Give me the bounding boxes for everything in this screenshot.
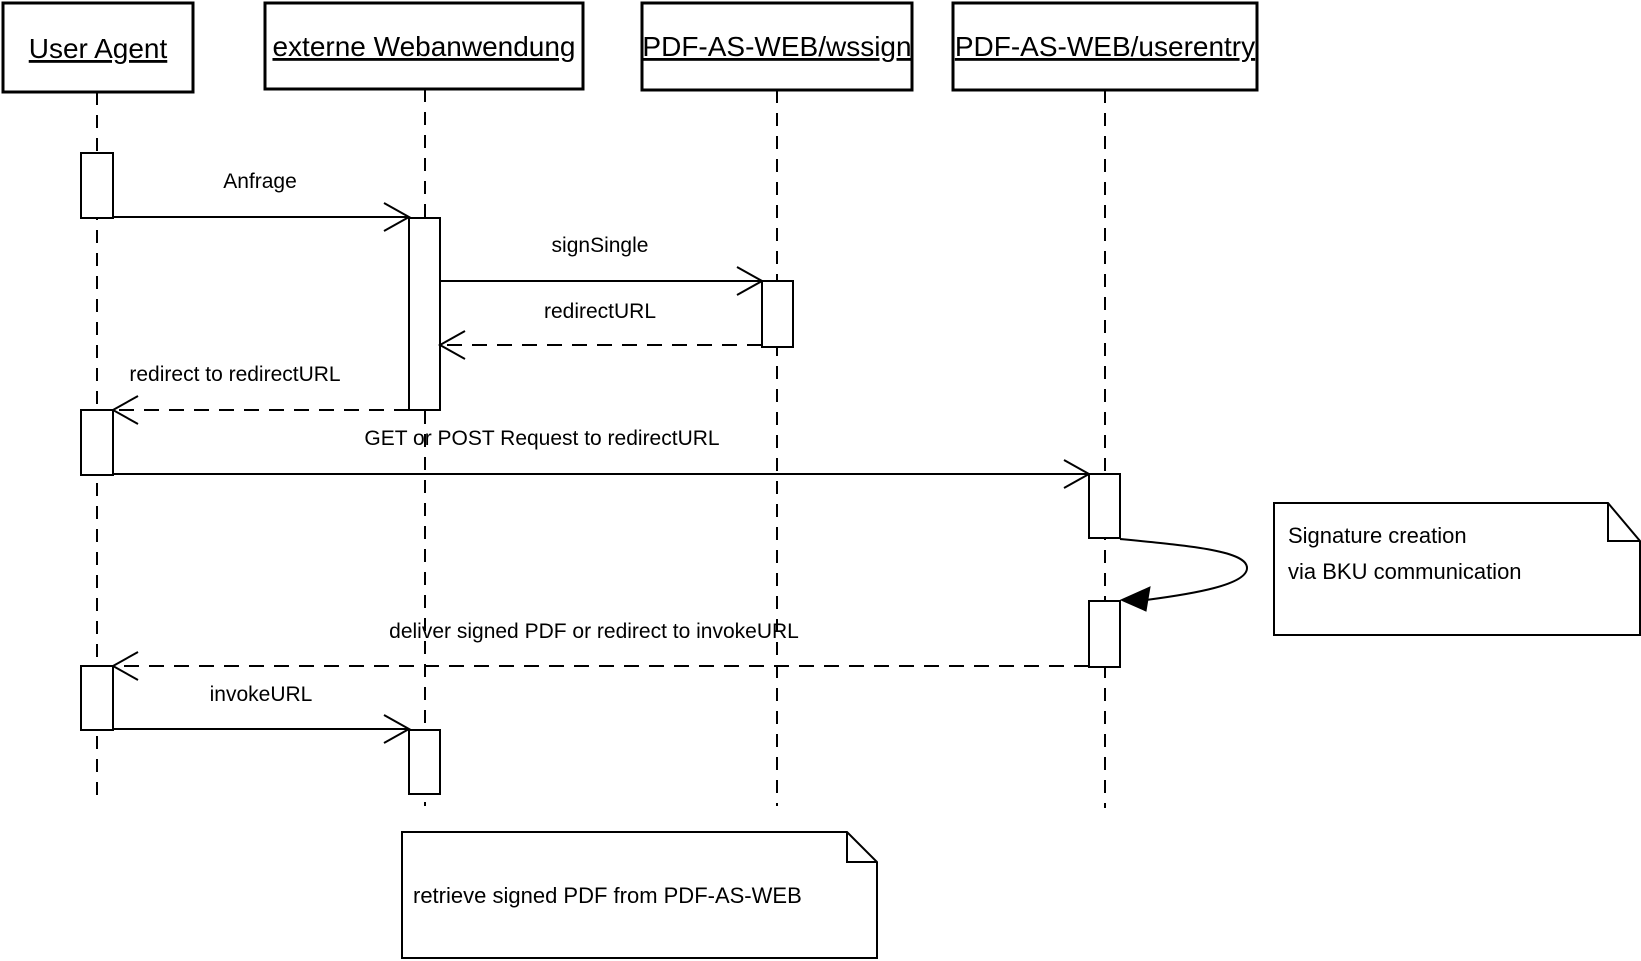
message-label-anfrage: Anfrage (223, 170, 297, 193)
message-label-signsingle: signSingle (551, 234, 649, 257)
activation-bar-externe-webanwendung-1 (409, 218, 440, 410)
participant-label-user-agent: User Agent (28, 33, 168, 64)
participant-label-pdf-as-web-wssign: PDF-AS-WEB/wssign (642, 31, 912, 62)
message-label-redirecturl: redirectURL (543, 300, 657, 323)
activation-bar-user-agent-1 (81, 153, 113, 218)
participant-label-pdf-as-web-userentry: PDF-AS-WEB/userentry (954, 31, 1256, 62)
message-label-deliver-signed-pdf: deliver signed PDF or redirect to invokeURL (389, 620, 799, 643)
message-label-invokeurl: invokeURL (209, 683, 313, 706)
activation-bar-user-agent-2 (81, 410, 113, 475)
participant-label-externe-webanwendung: externe Webanwendung (272, 31, 576, 62)
activation-bar-externe-webanwendung-2 (409, 730, 440, 794)
note-signature-creation-line-1: Signature creation (1288, 523, 1467, 548)
activation-bar-pdf-as-web-wssign-1 (762, 281, 793, 347)
message-label-get-post-request: GET or POST Request to redirectURL (364, 427, 720, 450)
activation-bar-user-agent-3 (81, 666, 113, 730)
activation-bar-pdf-as-web-userentry-1 (1089, 474, 1120, 538)
note-retrieve-signed-pdf-line-1: retrieve signed PDF from PDF-AS-WEB (413, 883, 802, 908)
activation-bar-pdf-as-web-userentry-2 (1089, 601, 1120, 667)
message-label-redirect-to-redirecturl: redirect to redirectURL (129, 363, 341, 386)
note-signature-creation-line-2: via BKU communication (1288, 559, 1522, 584)
